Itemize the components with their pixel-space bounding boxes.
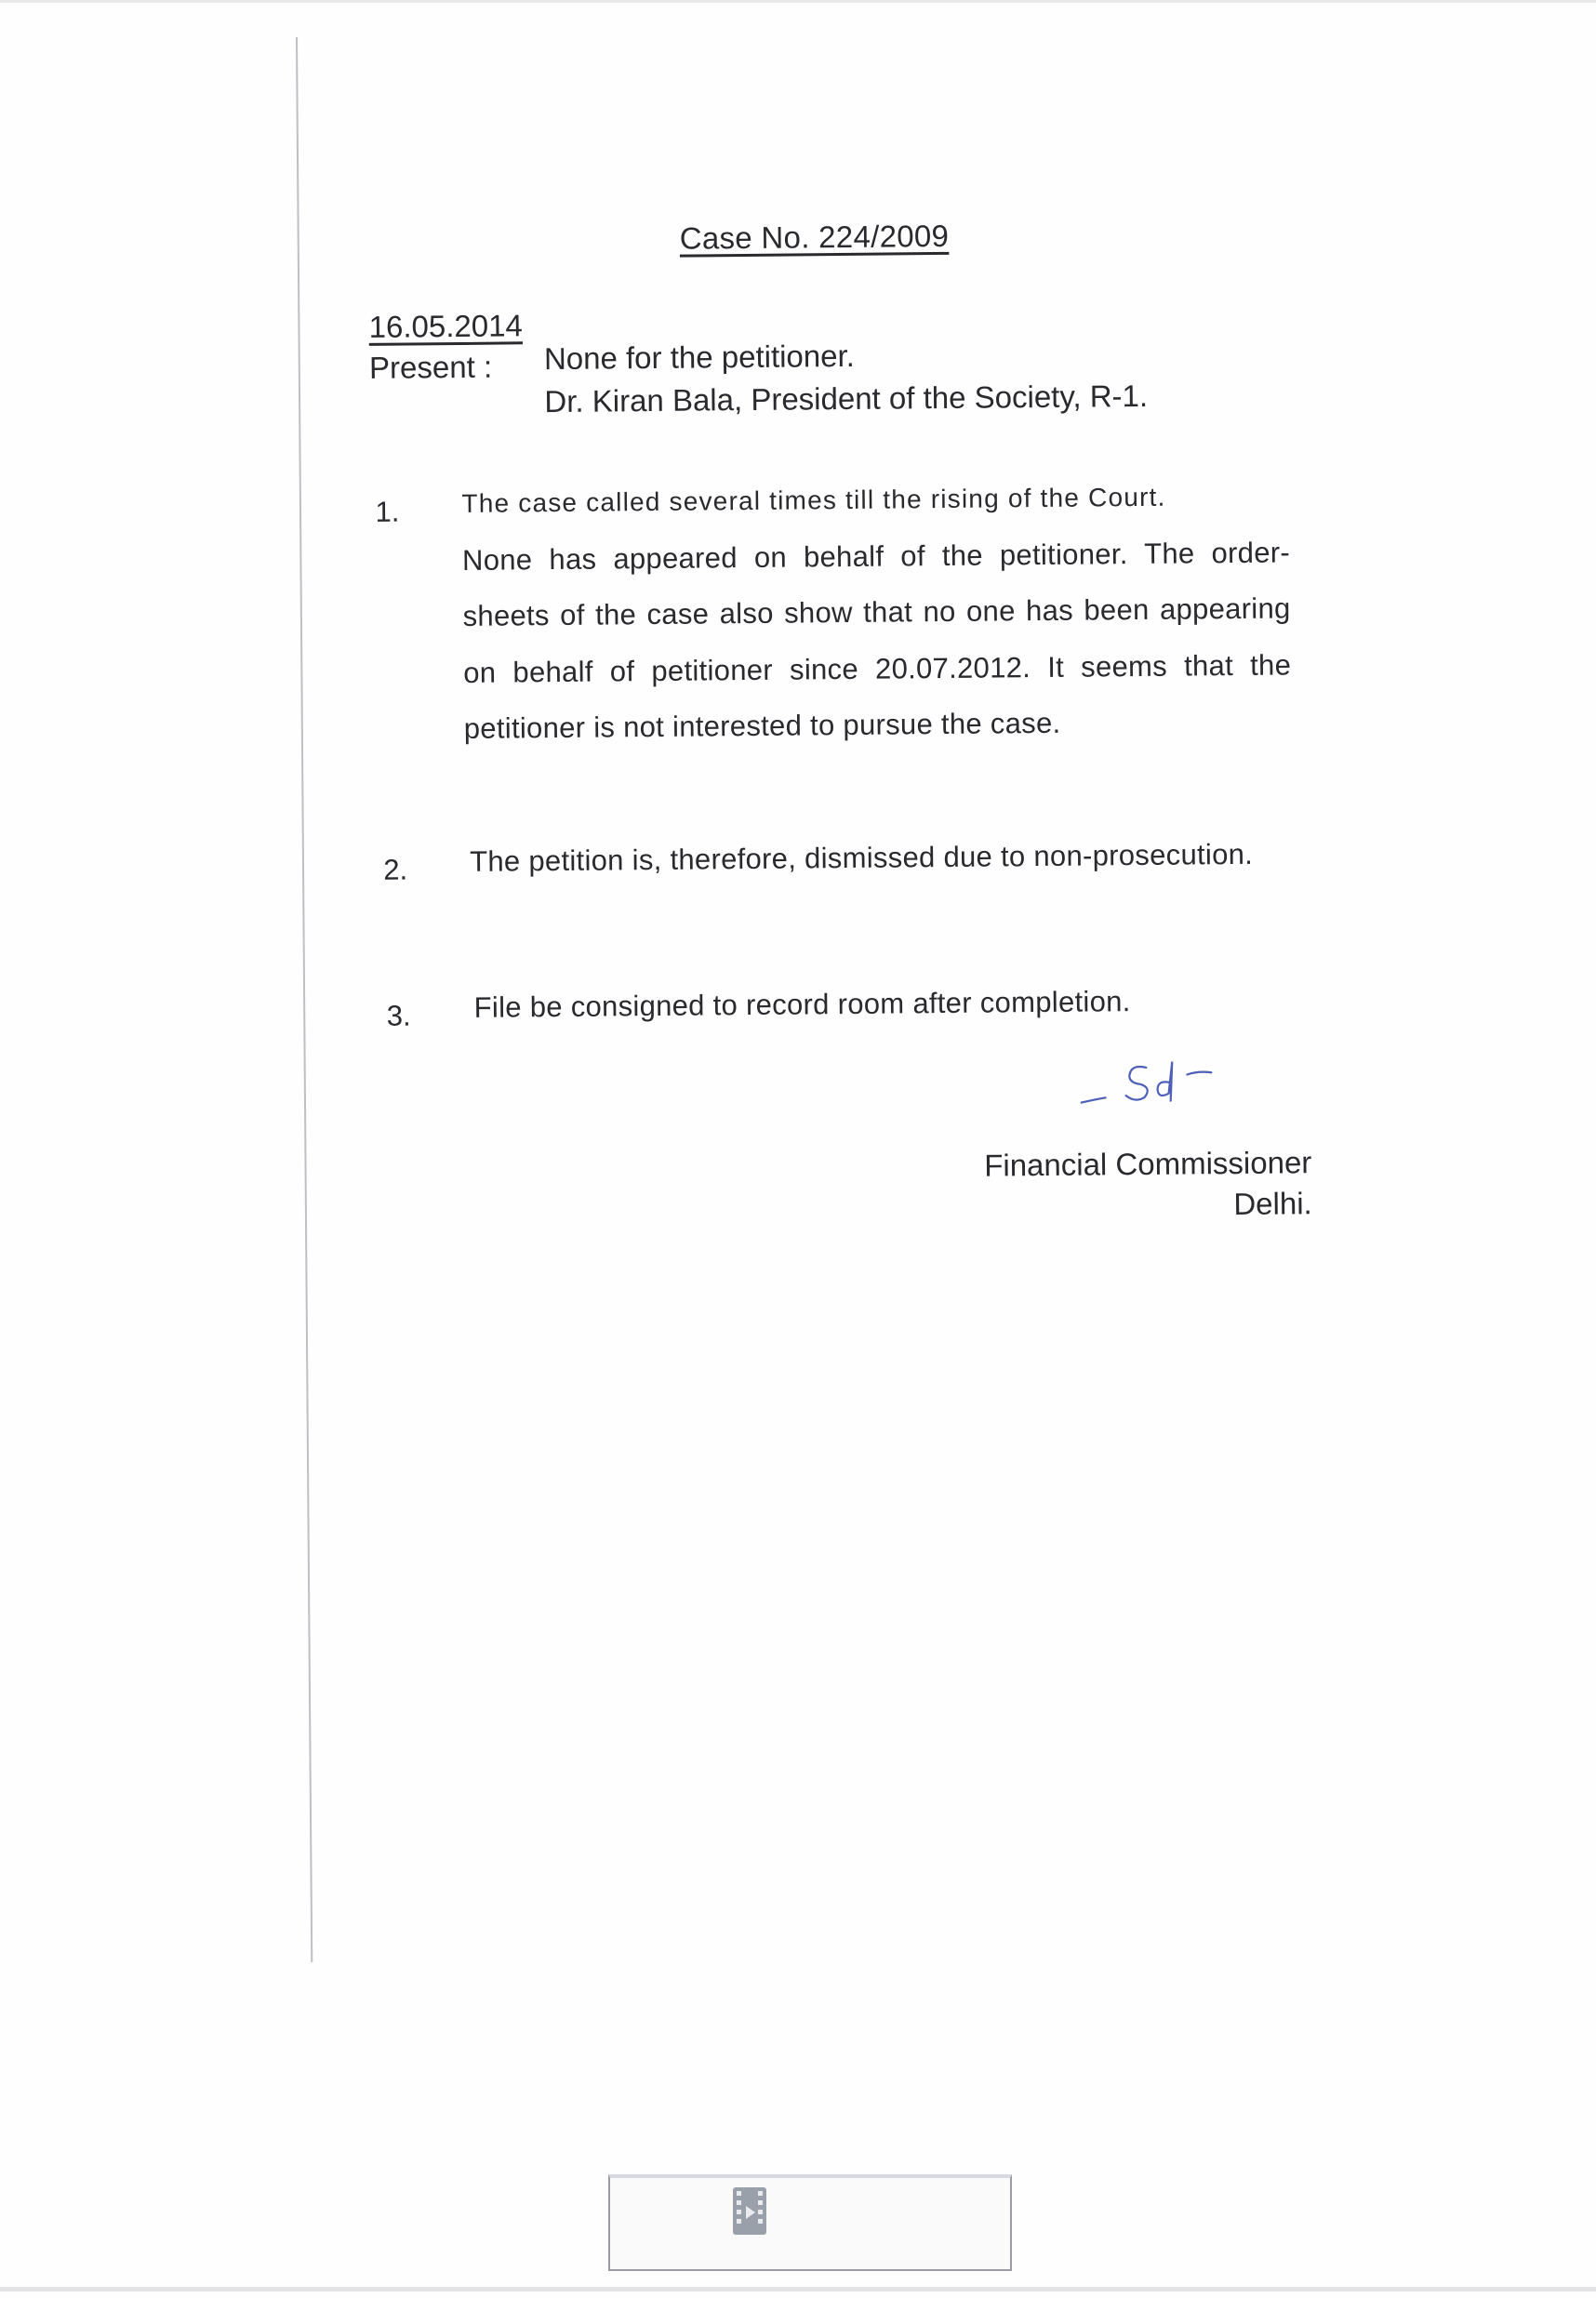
order-paragraph	[473, 972, 1302, 1036]
item-number: 3.	[386, 999, 411, 1032]
signatory-title: Financial Commissioner	[984, 1145, 1312, 1183]
paragraph-text: File be consigned to record room after completion.	[473, 985, 1131, 1024]
item-number: 2.	[383, 853, 408, 886]
present-label: Present :	[368, 349, 493, 385]
present-line: None for the petitioner.	[543, 338, 856, 377]
film-strip-icon	[731, 2185, 768, 2237]
order-date: 16.05.2014	[368, 308, 523, 344]
signatory-block	[949, 1142, 1312, 1228]
signatory-place: Delhi.	[1233, 1186, 1312, 1222]
item-number: 1.	[375, 495, 400, 528]
case-number-heading: Case No. 224/2009	[679, 218, 950, 256]
present-line: Dr. Kiran Bala, President of the Society, R-1.	[544, 378, 1149, 419]
handwritten-signature	[1075, 1050, 1234, 1117]
paragraph-text: The petition is, therefore, dismissed due to non-prosecution.	[469, 837, 1254, 878]
footer-scan-tab	[608, 2174, 1012, 2271]
page-bottom-edge	[0, 2287, 1596, 2291]
paragraph-text: None has appeared on behalf of the petitioner. The order-sheets of the case also show that no one has been appearing on behalf of petitioner since 20.07.2012. It seems that the petitioner is not interested to pursue the case.	[461, 535, 1292, 745]
paragraph-first-line: The case called several times till the rising of the Court.	[461, 482, 1166, 518]
order-paragraph	[461, 468, 1292, 757]
order-paragraph	[470, 826, 1298, 890]
